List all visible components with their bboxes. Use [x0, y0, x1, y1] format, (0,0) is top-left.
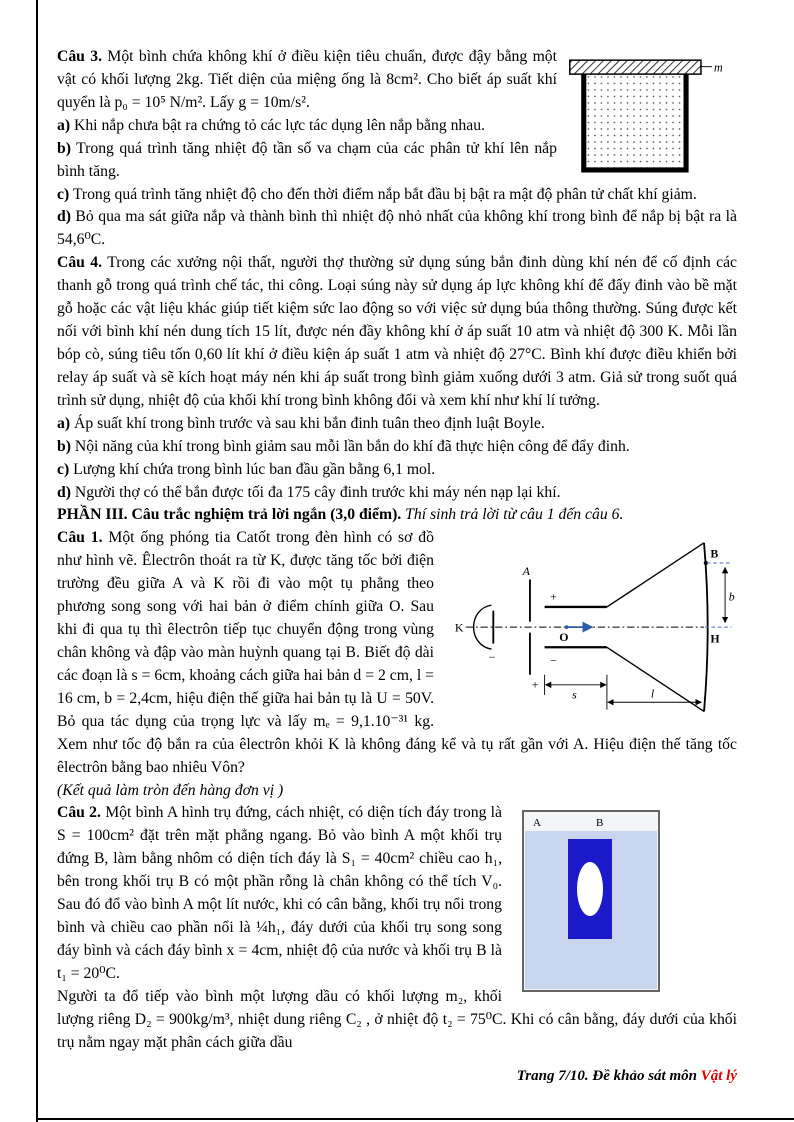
question-4-item-d: [57, 482, 737, 505]
item-a-label: a): [57, 414, 71, 432]
question-3-item-d: [57, 206, 737, 252]
item-d-text: Bỏ qua ma sát giữa nắp và thành bình thì nhiệt độ nhỏ nhất của không khí trong bình để nắp bị bật ra là 54,6⁰C.: [57, 208, 737, 249]
axis-point-label: H: [710, 632, 720, 647]
part-3-note: Thí sinh trả lời từ câu 1 đến câu 6.: [401, 506, 624, 524]
cylinder-vessel-diagram: [516, 805, 666, 997]
part-3-heading: [57, 504, 737, 527]
figure-floating-cylinder: [512, 805, 737, 997]
cathode-minus-sign: −: [488, 650, 496, 665]
deflection-label: b: [728, 589, 735, 604]
length-label: l: [650, 687, 655, 702]
plate-minus-sign: −: [550, 654, 557, 669]
vessel-lid: [570, 60, 712, 74]
part-3-title: PHẦN III. Câu trắc nghiệm trả lời ngắn (3,0 điểm).: [57, 506, 402, 524]
question-2: [57, 802, 737, 1054]
question-4: [57, 252, 737, 504]
question-2-number: Câu 2.: [57, 804, 101, 822]
page-footer: [517, 1066, 737, 1088]
question-1-text: Một ống phóng tia Catốt trong đèn hình có sơ đồ như hình vẽ. Êlectrôn thoát ra từ K, được tăng tốc bởi điện trường đều giữa A và K rồi đi vào một tụ phẳng theo phương song song với hai bản ở điểm chính giữa O. Sau khi đi qua tụ thì êlectrôn tiếp tục chuyển động trong vùng chân không và đập vào màn huỳnh quang tại B. Biết độ dài các đoạn là s = 6cm, khoảng cách giữa hai bản d = 2 cm, l = 16 cm, b = 2,4cm, hiệu điện thế giữa hai bản tụ là U = 50V. Bỏ qua tác dụng của trọng lực và lấy mₑ = 9,1.10⁻³¹ kg. Xem như tốc độ bắn ra của êlectrôn khỏi K là không đáng kể và tụ rất gần với A. Hiệu điện thế tăng tốc êlectrôn bằng bao nhiêu Vôn?: [57, 529, 737, 776]
mass-label: m: [713, 60, 723, 75]
item-b-label: b): [57, 139, 71, 157]
item-d-label: d): [57, 208, 71, 226]
cathode-label: K: [454, 621, 464, 636]
item-a-text: Áp suất khí trong bình trước và sau khi bắn đinh tuân theo định luật Boyle.: [70, 414, 545, 432]
item-d-text: Người thợ có thể bắn được tối đa 175 cây đinh trước khi máy nén nạp lại khí.: [70, 483, 561, 501]
question-4-item-c: [57, 459, 737, 482]
question-1-note: (Kết quả làm tròn đến hàng đơn vị ): [57, 781, 284, 799]
item-c-text: Trong quá trình tăng nhiệt độ cho đến thời điểm nắp bắt đầu bị bật ra mật độ phân tử chất khí giảm.: [69, 185, 697, 203]
figure-vessel-with-lid: [567, 49, 737, 179]
screen-point-label: B: [710, 546, 719, 561]
anode-label: A: [522, 564, 530, 579]
question-2-continuation: Người ta đổ tiếp vào bình một lượng dầu có khối lượng m₂, khối lượng riêng D₂ = 900kg/m³, nhiệt dung riêng C₂ , ở nhiệt độ t₂ = 75⁰C. Khi có cân bằng, đáy dưới của khối trụ nằm ngay mặt phân cách giữa dầu: [57, 987, 737, 1051]
item-c-label: c): [57, 185, 70, 203]
block-B-label: B: [596, 817, 604, 830]
item-a-label: a): [57, 116, 71, 134]
question-4-item-b: [57, 436, 737, 459]
item-b-text: Nội năng của khí trong bình giảm sau mỗi lần bắn do khí đã thực hiện công để đẩy đinh.: [70, 437, 630, 455]
vacuum-cavity: [577, 862, 603, 916]
question-4-text: Trong các xưởng nội thất, người thợ thường sử dụng súng bắn đinh dùng khí nén để cố định các thanh gỗ trong quá trình chế tác, thi công. Loại súng này sử dụng áp lực không khí để đẩy đinh vào bề mặt gỗ hoặc các vật liệu khác giúp tiết kiệm sức lao động so với việc sử dụng búa thông thường. Súng được kết nối với bình khí nén dung tích 15 lít, được nén đầy không khí ở áp suất 10 atm và nhiệt độ 300 K. Mỗi lần bóp cò, súng tiêu tốn 0,60 lít khí ở điều kiện áp suất 1 atm và nhiệt độ 27°C. Bình khí được điều khiển bởi relay áp suất và sẽ kích hoạt máy nén khi áp suất trong bình giảm xuống dưới 3 atm. Giả sử trong suốt quá trình sử dụng, nhiệt độ của khối khí trong bình không đổi và xem khí như khí lí tưởng.: [57, 254, 737, 409]
question-3: [57, 46, 737, 252]
question-4-item-a: [57, 413, 737, 436]
item-d-label: d): [57, 483, 71, 501]
footer-subject: Vật lý: [700, 1068, 737, 1085]
plate-plus-sign: +: [550, 589, 557, 604]
item-c-text: Lượng khí chứa trong bình lúc ban đầu gần bằng 6,1 mol.: [69, 460, 436, 478]
item-a-text: Khi nắp chưa bật ra chứng tỏ các lực tác dụng lên nắp bằng nhau.: [70, 116, 486, 134]
footer-page-text: Trang 7/10. Đề khảo sát môn: [516, 1068, 701, 1085]
item-b-text: Trong quá trình tăng nhiệt độ tần số va chạm của các phân tử khí lên nắp bình tăng.: [57, 139, 557, 180]
question-3-item-c: [57, 184, 737, 207]
question-3-text: Một bình chứa không khí ở điều kiện tiêu chuẩn, được đậy bằng một vật có khối lượng 2kg. Tiết diện của miệng ống là 8cm². Cho biết áp suất khí quyển là p₀ = 10⁵ N/m². Lấy g = 10m/s².: [57, 48, 557, 111]
question-3-number: Câu 3.: [57, 48, 103, 65]
anode-plus-sign: +: [531, 677, 539, 692]
question-4-number: Câu 4.: [57, 254, 103, 272]
origin-label: O: [559, 630, 569, 645]
gap-label: s: [572, 687, 577, 702]
vessel-body: [584, 74, 686, 170]
item-b-label: b): [57, 437, 71, 455]
figure-cathode-ray-tube: [442, 530, 737, 724]
cathode-ray-tube-diagram: [442, 530, 737, 724]
vessel-diagram: [567, 49, 727, 179]
question-4-intro: [57, 252, 737, 412]
question-1-number: Câu 1.: [57, 529, 103, 547]
vessel-A-label: A: [533, 817, 541, 830]
question-2-text: Một bình A hình trụ đứng, cách nhiệt, có diện tích đáy trong là S = 100cm² đặt trên mặt phẳng ngang. Bỏ vào bình A một khối trụ đứng B, làm bằng nhôm có diện tích đáy là S₁ = 40cm² chiều cao h₁, bên trong khối trụ B có một phần rỗng là chân không có thể tích V₀. Sau đó đổ vào bình A một lít nước, khi có cân bằng, khối trụ nổi trong bình và chiều cao phần nổi là ¼h₁, đáy dưới của khối trụ song song đáy bình và cách đáy bình x = 4cm, nhiệt độ của nước và khối trụ B là t₁ = 20⁰C.: [57, 804, 502, 982]
question-1: [57, 527, 737, 802]
item-c-label: c): [57, 460, 70, 478]
